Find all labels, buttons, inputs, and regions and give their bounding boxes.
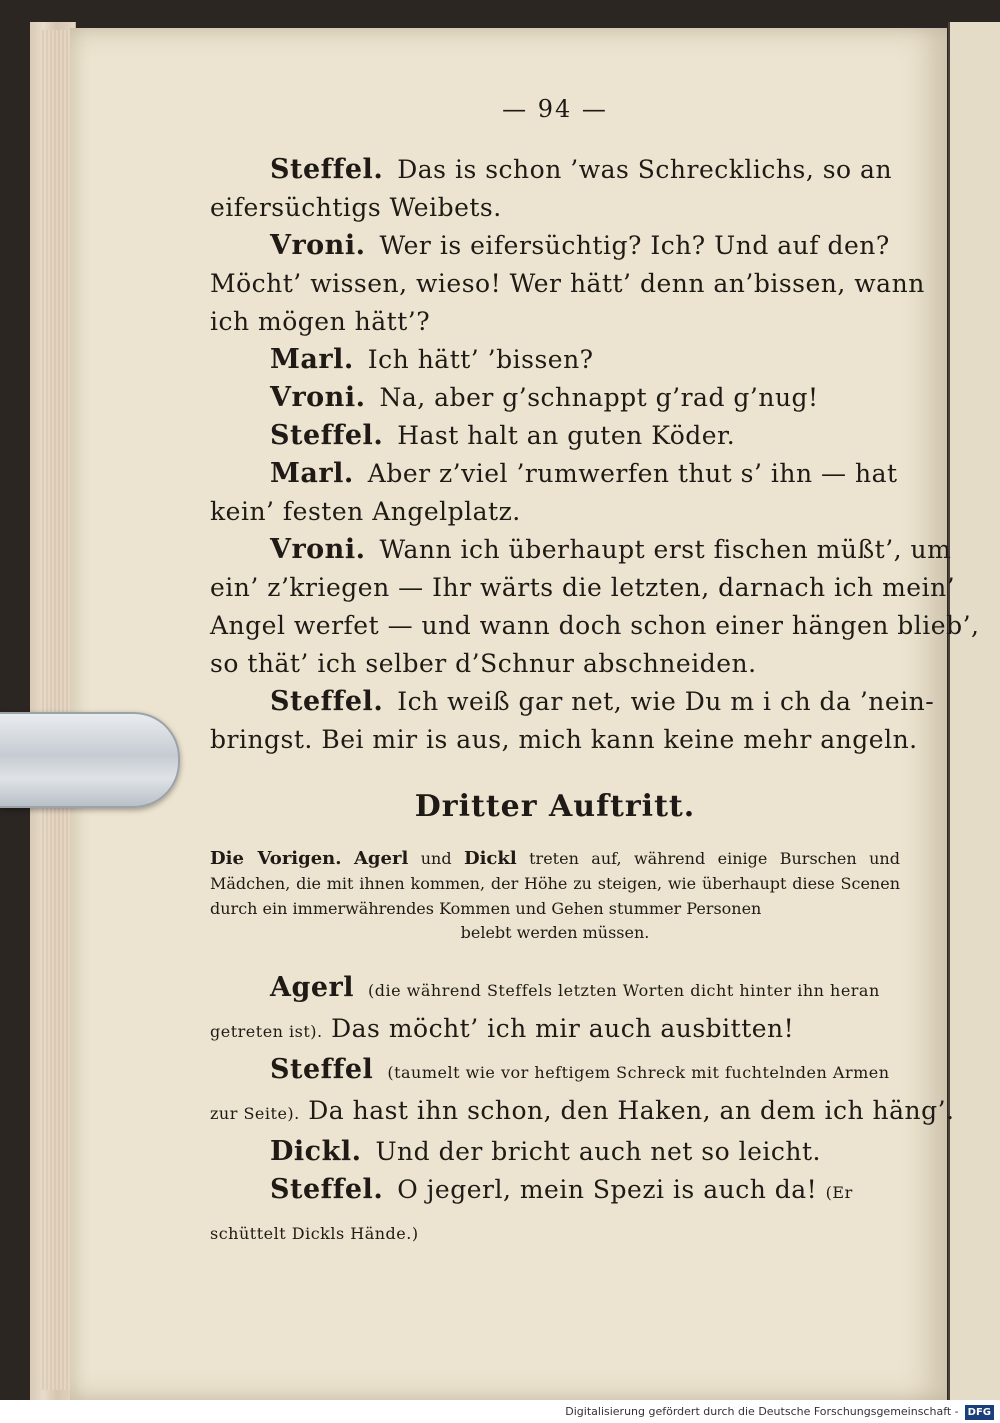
text-line	[210, 1171, 900, 1212]
stage-name-agerl: Agerl	[353, 848, 409, 869]
dialogue-text: Wann ich überhaupt erst fischen müßt’, um	[379, 535, 952, 564]
dialogue-text: so thät’ ich selber d’Schnur abschneiden.	[210, 649, 757, 678]
text-line	[210, 379, 900, 417]
direction-text: (taumelt wie vor heftigem Schreck mit fuchtelnden Armen	[387, 1063, 890, 1082]
text-line	[210, 151, 900, 189]
text-line	[210, 1010, 900, 1051]
dialogue-text: Und der bricht auch net so leicht.	[375, 1137, 821, 1166]
text-line	[210, 531, 952, 569]
stage-connector: und	[420, 849, 452, 868]
text-line	[210, 645, 900, 683]
direction-text: zur Seite).	[210, 1104, 300, 1123]
speaker-name: Steffel.	[270, 154, 384, 185]
text-line	[210, 303, 900, 341]
text-line	[210, 1212, 900, 1253]
stage-text: treten auf, während einige Burschen und Mädchen, die mit ihnen kommen, der Höhe zu steigen, wie überhaupt diese Scenen durch ein immerwährendes Kommen und Gehen stummer Personen	[210, 849, 900, 918]
speaker-name: Marl.	[270, 344, 354, 375]
speaker-name: Vroni.	[270, 534, 366, 565]
facing-page-edge	[948, 22, 1000, 1400]
stage-direction-last-line: belebt werden müssen.	[460, 923, 650, 942]
stage-direction	[210, 846, 900, 921]
dialogue-text: Wer is eifersüchtig? Ich? Und auf den?	[379, 231, 890, 260]
dialogue-text: kein’ festen Angelplatz.	[210, 497, 521, 526]
speaker-name: Dickl.	[270, 1136, 362, 1167]
dialogue-text: ich mögen hätt’?	[210, 307, 431, 336]
dialogue-text: ein’ z’kriegen — Ihr wärts die letzten, darnach ich mein’	[210, 573, 956, 602]
text-line	[210, 607, 980, 645]
text-line	[210, 1133, 900, 1171]
dialogue-text: Möcht’ wissen, wieso! Wer hätt’ denn an’bissen, wann	[210, 269, 925, 298]
speaker-name: Vroni.	[270, 382, 366, 413]
digitization-footer	[0, 1400, 1000, 1423]
page-text	[210, 95, 980, 1253]
dialogue-text: eifersüchtigs Weibets.	[210, 193, 502, 222]
direction-text: (die während Steffels letzten Worten dicht hinter ihn heran	[368, 981, 880, 1000]
text-line	[210, 265, 925, 303]
text-line	[210, 969, 900, 1010]
stage-lead: Die Vorigen.	[210, 848, 342, 869]
dialogue-text: Das möcht’ ich mir auch ausbitten!	[331, 1014, 795, 1043]
text-line	[210, 683, 935, 721]
dialogue-text: Da hast ihn schon, den Haken, an dem ich häng’.	[308, 1096, 955, 1125]
text-line	[210, 493, 900, 531]
speaker-name: Steffel.	[270, 1174, 384, 1205]
dfg-logo: DFG	[965, 1405, 994, 1420]
text-line	[210, 417, 900, 455]
speaker-name: Vroni.	[270, 230, 366, 261]
dialogue-text: Ich hätt’ ’bissen?	[367, 345, 594, 374]
dialogue-text: bringst. Bei mir is aus, mich kann keine mehr angeln.	[210, 725, 918, 754]
text-line	[210, 721, 918, 759]
dialogue-text: Angel werfet — und wann doch schon einer hängen blieb’,	[210, 611, 980, 640]
text-line	[210, 1051, 900, 1092]
dialogue-text: Das is schon ’was Schrecklichs, so an	[397, 155, 893, 184]
dialogue-text: O jegerl, mein Spezi is auch da!	[397, 1175, 818, 1204]
page-clip-tab	[0, 712, 180, 808]
speaker-name: Steffel	[270, 1054, 374, 1085]
dialogue-text: Aber z’viel ’rumwerfen thut s’ ihn — hat	[367, 459, 898, 488]
dialogue-text: Ich weiß gar net, wie Du m i ch da ’nein-	[397, 687, 935, 716]
speaker-name: Steffel.	[270, 686, 384, 717]
direction-text: schüttelt Dickls Hände.)	[210, 1224, 419, 1243]
text-line	[210, 189, 900, 227]
page-number: — 94 —	[502, 95, 608, 123]
speaker-name: Steffel.	[270, 420, 384, 451]
footer-text: Digitalisierung gefördert durch die Deutsche Forschungsgemeinschaft -	[565, 1405, 959, 1418]
direction-text: (Er	[825, 1183, 853, 1202]
page-stack	[40, 30, 70, 1390]
scene-heading: Dritter Auftritt.	[414, 789, 696, 824]
text-line	[210, 455, 900, 493]
text-line	[210, 227, 900, 265]
stage-name-dickl: Dickl	[463, 848, 517, 869]
dialogue-text: Na, aber g’schnappt g’rad g’nug!	[379, 383, 819, 412]
dialogue-text: Hast halt an guten Köder.	[397, 421, 736, 450]
text-line	[210, 569, 956, 607]
direction-text: getreten ist).	[210, 1022, 323, 1041]
text-line	[210, 341, 900, 379]
speaker-name: Marl.	[270, 458, 354, 489]
text-line	[210, 1092, 955, 1133]
speaker-name: Agerl	[270, 972, 354, 1003]
